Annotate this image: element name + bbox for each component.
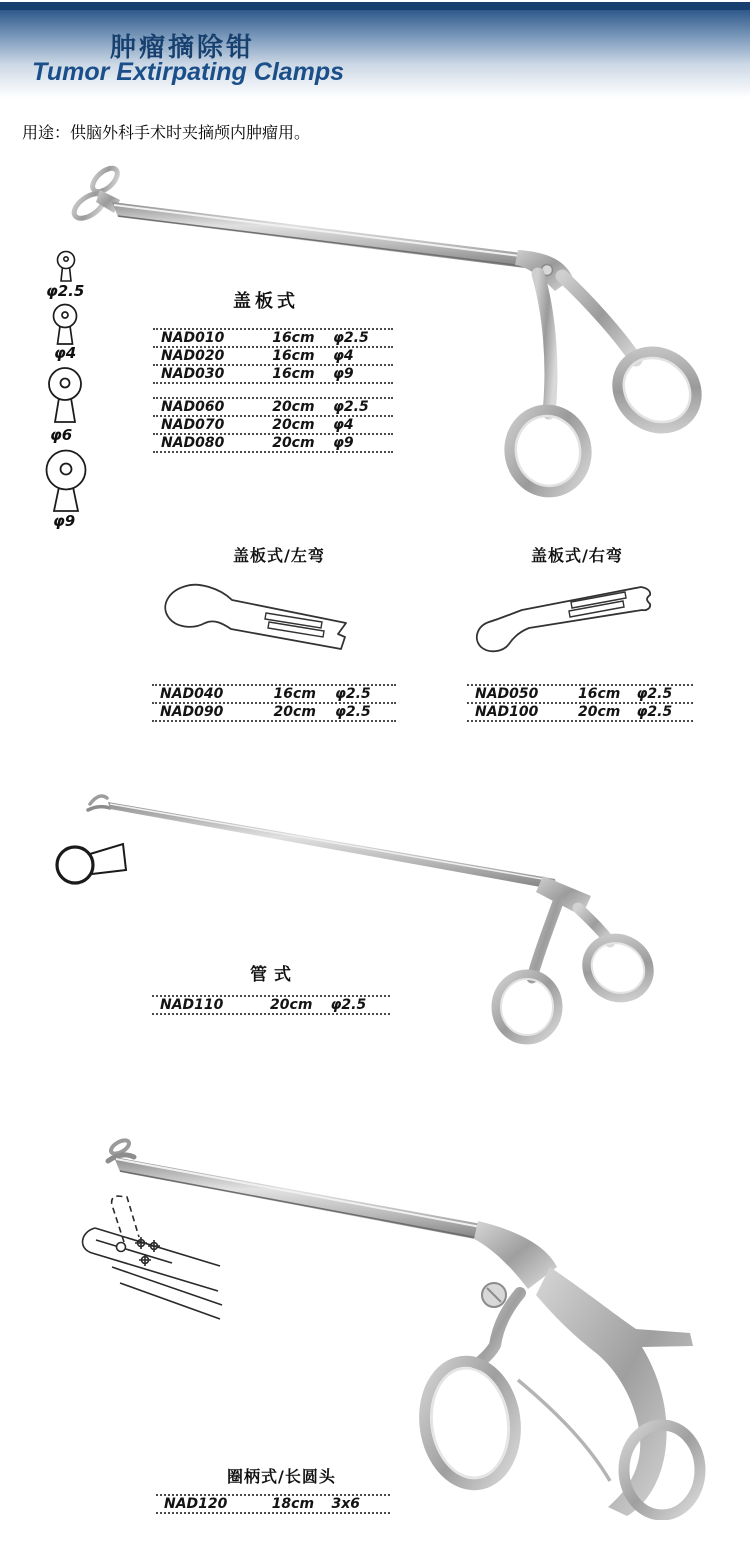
diameter-value: φ2.5 — [332, 330, 369, 346]
table-row — [153, 399, 393, 417]
model-code: NAD030 — [161, 366, 225, 382]
model-code: NAD060 — [161, 399, 225, 415]
table-row — [467, 704, 693, 722]
shaft — [114, 1157, 491, 1242]
jaw-tip — [88, 796, 110, 810]
table-row — [153, 435, 393, 453]
table-row — [153, 330, 393, 348]
section-title-cover-plate: 盖板式 — [233, 291, 299, 312]
diameter-value: φ9 — [332, 435, 354, 451]
length-value: 20cm — [270, 997, 313, 1013]
table-row — [156, 1496, 390, 1514]
section-title-ring-handle: 圈柄式/长圆头 — [227, 1467, 336, 1486]
table-row — [152, 686, 396, 704]
spec-table-tube — [152, 995, 390, 1015]
table-row — [153, 366, 393, 384]
tip-diagram-6 — [49, 368, 81, 422]
diameter-value: φ2.5 — [636, 704, 673, 720]
gauge-label-2-5: φ2.5 — [46, 282, 85, 300]
table-row — [467, 686, 693, 704]
model-code: NAD070 — [161, 417, 225, 433]
model-code: NAD100 — [475, 704, 539, 720]
length-value: 18cm — [271, 1496, 315, 1512]
diameter-value: φ2.5 — [636, 686, 673, 702]
model-code: NAD110 — [160, 997, 224, 1013]
model-code: NAD040 — [160, 686, 224, 702]
section-title-right-bend: 盖板式/右弯 — [531, 546, 623, 565]
length-value: 16cm — [578, 686, 621, 702]
length-value: 20cm — [273, 704, 316, 720]
length-value: 16cm — [272, 348, 315, 364]
tip-detail-drawing — [83, 1196, 222, 1319]
fixed-handle — [536, 1267, 700, 1516]
left-bend-tip-drawing — [148, 570, 388, 670]
length-value: 16cm — [273, 686, 316, 702]
jaw-tip — [70, 164, 122, 223]
registration-marks — [135, 1237, 160, 1266]
usage-note: 用途：供脑外科手术时夹摘颅内肿瘤用。 — [22, 125, 311, 142]
gauge-label-6: φ6 — [50, 426, 73, 444]
length-value: 20cm — [578, 704, 621, 720]
table-row — [153, 348, 393, 366]
diameter-value: φ9 — [332, 366, 354, 382]
table-row — [152, 997, 390, 1015]
length-value: 16cm — [272, 330, 315, 346]
diameter-value: φ4 — [332, 417, 354, 433]
length-value: 16cm — [272, 366, 315, 382]
spec-table-left-bend — [152, 684, 396, 722]
spec-group — [152, 995, 390, 1015]
spec-table-cover-plate — [153, 328, 393, 453]
model-code: NAD120 — [164, 1496, 228, 1512]
length-value: 20cm — [272, 435, 315, 451]
page-title-en: Tumor Extirpating Clamps — [32, 58, 345, 86]
length-value: 20cm — [272, 399, 315, 415]
jaw-tip — [108, 1138, 134, 1161]
model-code: NAD090 — [160, 704, 224, 720]
spec-group — [153, 328, 393, 384]
diameter-value: φ2.5 — [332, 399, 369, 415]
handle-rings — [502, 274, 711, 499]
shaft — [112, 202, 533, 269]
table-row — [153, 417, 393, 435]
spec-group — [153, 397, 393, 453]
handle-rings — [496, 876, 661, 1040]
model-code: NAD080 — [161, 435, 225, 451]
tip-diagram-9 — [47, 451, 86, 512]
spec-group — [467, 684, 693, 722]
spec-group — [156, 1494, 390, 1514]
diameter-value: φ2.5 — [334, 704, 371, 720]
spec-table-ring-handle — [156, 1494, 390, 1514]
tip-diagram-2-5 — [58, 252, 75, 282]
page-title-zh: 肿瘤摘除钳 — [110, 32, 256, 62]
shaft — [108, 802, 557, 890]
tip-diagram-4 — [54, 305, 77, 345]
diameter-value: φ2.5 — [330, 997, 367, 1013]
instrument-photo-tube — [50, 780, 690, 1070]
diameter-value: φ2.5 — [334, 686, 371, 702]
table-row — [152, 704, 396, 722]
tube-cross-section-drawing — [57, 844, 126, 883]
spec-group — [152, 684, 396, 722]
section-title-tube: 管式 — [250, 965, 298, 985]
model-code: NAD050 — [475, 686, 539, 702]
model-code: NAD020 — [161, 348, 225, 364]
spec-table-right-bend — [467, 684, 693, 722]
gauge-label-9: φ9 — [53, 512, 76, 530]
instrument-photo-ring-handle — [50, 1125, 710, 1520]
model-code: NAD010 — [161, 330, 225, 346]
diameter-value: φ4 — [332, 348, 354, 364]
gauge-label-4: φ4 — [54, 344, 77, 362]
header-navy-bar — [0, 2, 750, 10]
length-value: 20cm — [272, 417, 315, 433]
section-title-left-bend: 盖板式/左弯 — [233, 546, 325, 565]
right-bend-tip-drawing — [465, 562, 685, 667]
diameter-value: 3x6 — [331, 1496, 360, 1512]
